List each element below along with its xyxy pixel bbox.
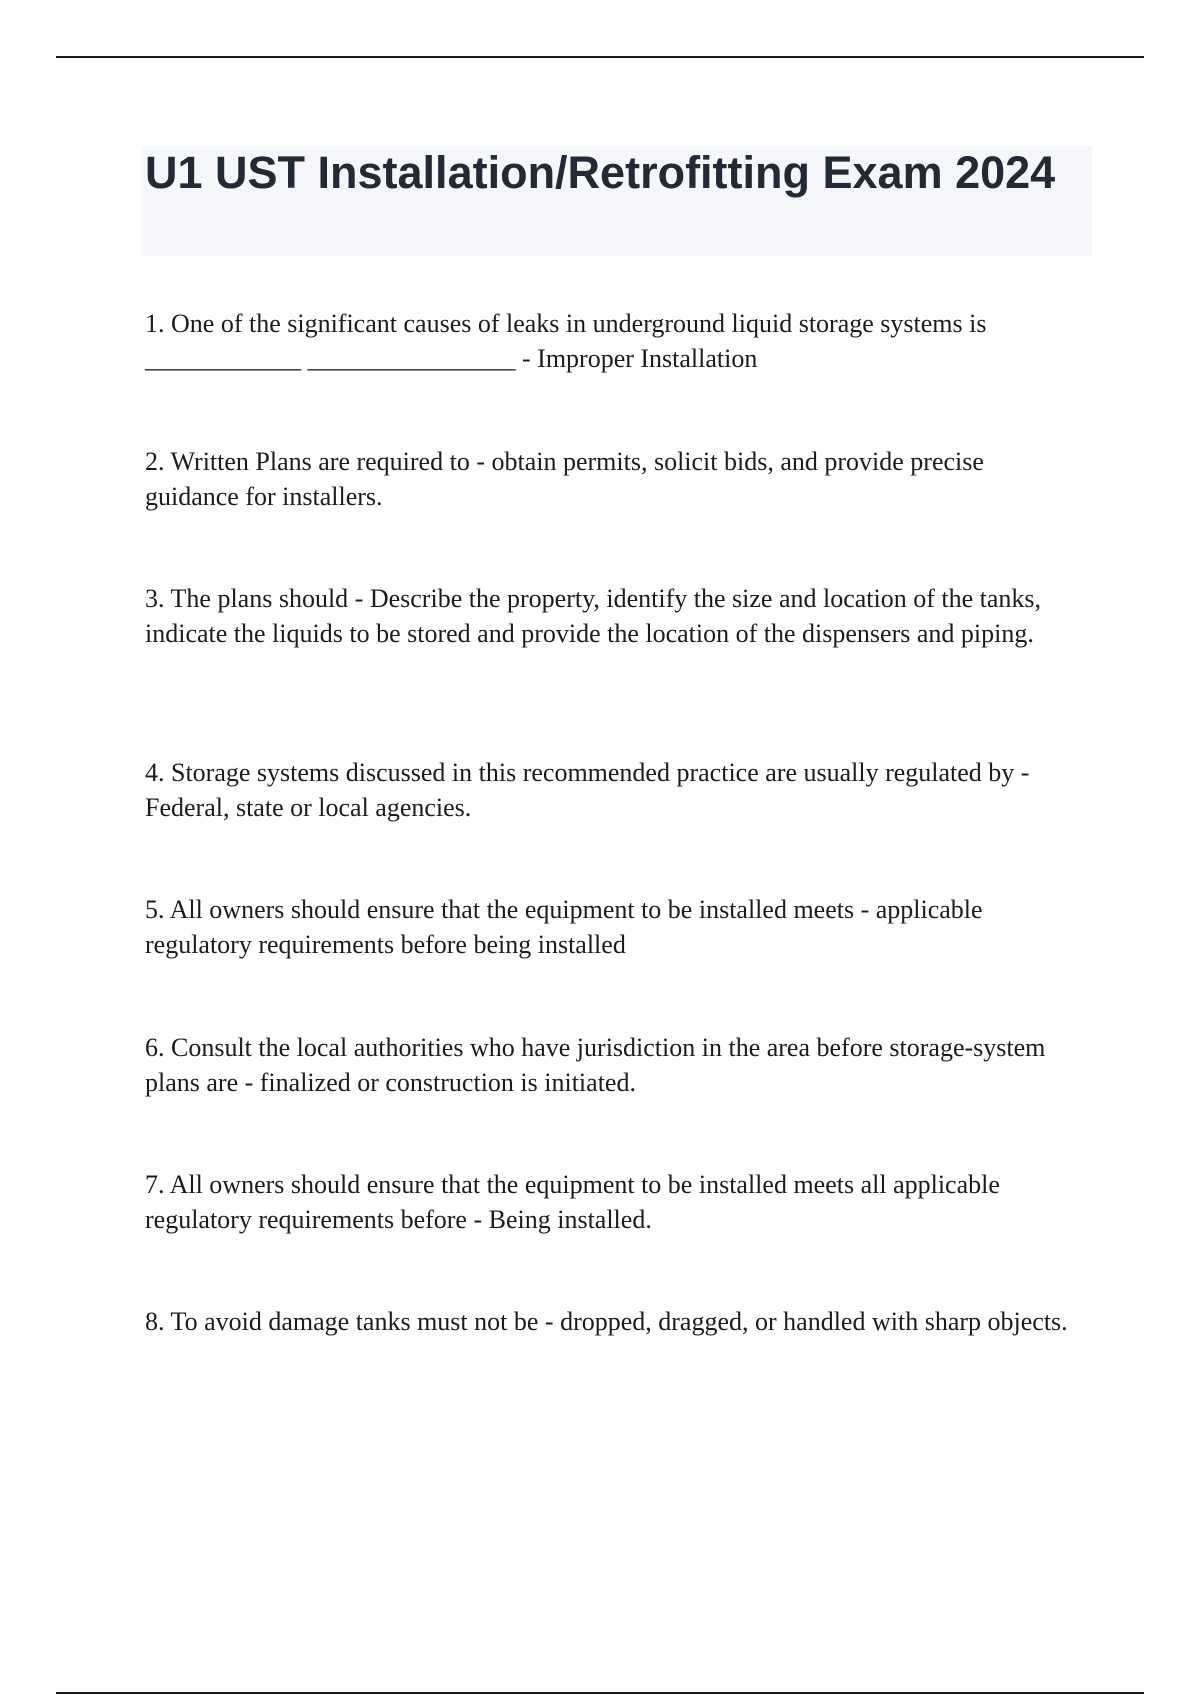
document-title: U1 UST Installation/Retrofitting Exam 2024 [145,147,1056,198]
qa-item-1: 1. One of the significant causes of leaks in underground liquid storage systems is ____________ ________________ - Improper Installation [145,309,987,373]
qa-item-2: 2. Written Plans are required to - obtain permits, solicit bids, and provide precise guidance for installers. [145,447,984,511]
qa-item-6: 6. Consult the local authorities who have jurisdiction in the area before storage-system plans are - finalized or construction is initiated. [145,1033,1046,1097]
bottom-rule [56,1692,1144,1694]
qa-item-7: 7. All owners should ensure that the equipment to be installed meets all applicable regulatory requirements before - Being installed. [145,1170,1000,1234]
qa-item-4: 4. Storage systems discussed in this recommended practice are usually regulated by - Federal, state or local agencies. [145,758,1030,822]
qa-item-5: 5. All owners should ensure that the equipment to be installed meets - applicable regulatory requirements before being installed [145,895,983,959]
top-rule [56,56,1144,58]
qa-item-3: 3. The plans should - Describe the property, identify the size and location of the tanks, indicate the liquids to be stored and provide the location of the dispensers and piping. [145,584,1042,648]
qa-item-8: 8. To avoid damage tanks must not be - dropped, dragged, or handled with sharp objects. [145,1307,1068,1336]
